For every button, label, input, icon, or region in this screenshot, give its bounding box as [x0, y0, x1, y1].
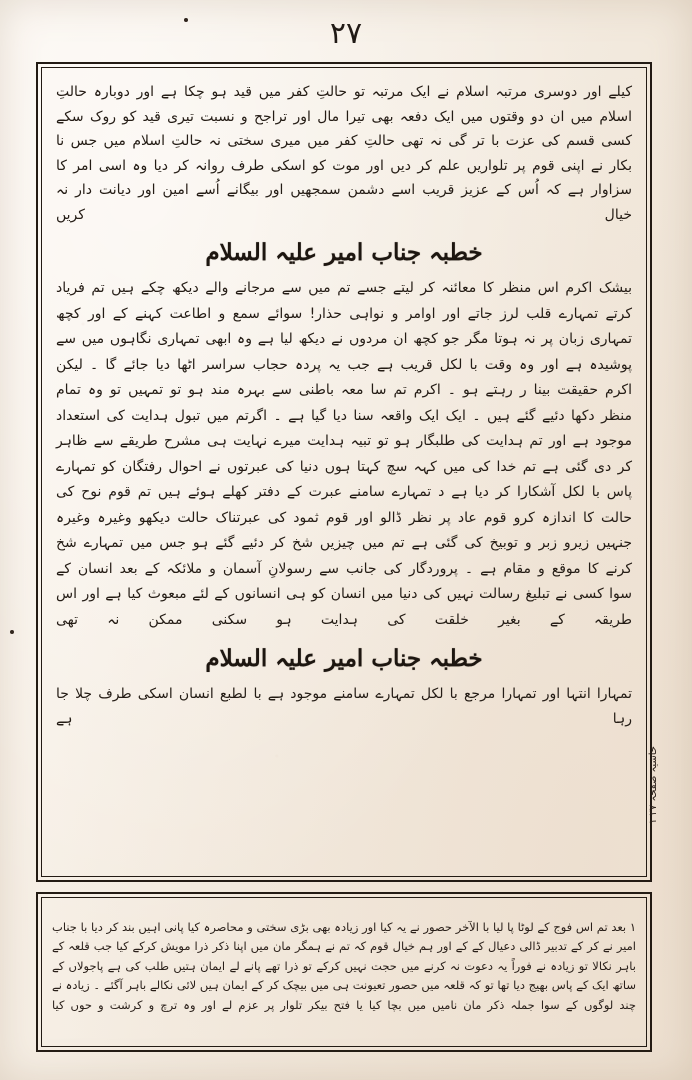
footnote-frame-inner [41, 897, 647, 1047]
paragraph-block-3 [56, 682, 632, 732]
footnote-text: ۱ بعد تم اس فوج کے لوٹا پا لیا با الآخر حصور نے یہ کیا اور زیادہ بھی بڑی سختی و محاصرہ کیا پانی اہیں بند کر دیا با جناب امیر نے کر کے تدبیر ڈالی دعیال کے کے اور ہم خیال قوم کہ تم نے ہمگر مان میں اپنا ذکر ذرا مویش کرکے کیا جب قلعہ کے باہر نکالا تو زیادہ نے فوراً یہ دعوت نہ کرنے میں حجت نہیں کرکے تو ذرا تھے پانے لے ایمان ہتیں طلب کی ہے پاجولاں کے ساتھ ایک کے پاس بھیج دیا تھا تو کہ قلعہ میں حصور تعیونت ہی میں بیچک کر کے ایمان ہیں لائی نکالے باہر آگئے ۔ زیادہ نے چند لوگوں کے سوا جملہ ذکر مان نامیں میں بچا کیا یا فتح بیکر تلوار پر عزم لے اور وہ ترچ و کرشت و حوں کیا [52, 919, 636, 1012]
main-text-frame-inner [41, 67, 647, 877]
section-heading-2: خطبہ جناب امیر علیہ السلام [205, 645, 483, 672]
footnote-side-note: حاشیہ صفحہ ۲۷ ۱ [648, 746, 659, 825]
main-text-frame [36, 62, 652, 882]
paragraph-text-1: کیلے اور دوسری مرتبہ اسلام نے ایک مرتبہ تو حالتِ کفر میں قید ہو چکا ہے اور دوبارہ حالتِ اسلام میں ان دو وقتوں میں ایک دفعہ بھی تیرا مال اور تراجح و نسبت تیری قید کو روک سکے کسی قسم کی عزت با تر گی نہ تھی حالتِ کفر میں میری سختی نہ حالتِ اسلام میں جس نا بکار نے اپنی قوم پر تلواریں علم کر دیں اور موت کو اسکی طرف روانہ کر دیا وہ اسی امر کا سزاوار ہے کہ اُس کے عزیز قریب اسے دشمن سمجھیں اور بیگانے اُسے امین اور دیانت دار نہ خیال کریں [56, 84, 632, 223]
paragraph-text-2: بیشک اکرم اس منظر کا معائنہ کر لیتے جسے تم میں سے مرجانے والے دیکھ چکے ہیں تم فریاد کرتے تمہارے قلب لرز جاتے اور اوامر و نواہی حذار! سوائے سمع و اطاعت کہنے کے اور کچھ تمہاری زبان پر نہ ہوتا مگر جو کچھ ان مردوں نے دیکھ لیا ہے وہ ابھی تمہاری نگاہوں میں سے پوشیدہ ہے اور وہ وقت با لکل قریب ہے جب یہ پردہ حجاب سراسر اٹھا دیا جائے گا ۔ لیکن اکرم حقیقت بینا ر رہتے ہو ۔ اکرم تم سا معہ باطنی سے بہرہ مند ہو تو تمہیں تو وہ تمام منظر دکھا دئیے گئے ہیں ۔ ایک ایک واقعہ سنا دیا گیا ہے ۔ اگرتم میں تبول ہدایت کی استعداد موجود ہے اور تم ہدایت کی طلبگار ہو تو تبیہ ہدایت میرے نہایت ہی مشرح طریقے سے ظاہر کر دی گئی ہے تم خدا کی میں کہہ سچ کہتا ہوں دنیا کی عبرتوں نے احوال رفتگان کو تمہارے پاس با لکل آشکارا کر دیا ہے د تمہارے سامنے عبرت کے دفتر کھلے ہوئے ہیں تم قوم نوح کی حالت کا اندازہ کرو قوم عاد پر نظر ڈالو اور قوم ثمود کی عبرتناک حالت دیکھو وغیرہ وغیرہ جنہیں زیرو زبر و توبیخ کی گئی ہے تم میں چیزیں شخ کر دئیے گئے ہو جس میں تمہارے شخ کرنے کا موقع و مقام ہے ۔ پروردگار کی جانب سے رسولانِ آسمان و ملائکہ کے بعد انسان کے سوا کسی نے تبلیغ رسالت نہیں کی دنیا میں انسان کو ہی انسانوں کے لئے مبعوث کیا ہے اور اس طریقہ کے بغیر خلقت کی ہدایت ہو سکنی ممکن نہ تھی [56, 280, 632, 628]
page-number: ۲۷ [329, 16, 363, 51]
margin-dot-middle [10, 630, 14, 634]
paragraph-block-2 [56, 276, 632, 633]
footnote-frame [36, 892, 652, 1052]
paragraph-text-3: تمہارا انتہا اور تمہارا مرجع با لکل تمہارے سامنے موجود ہے با لطبع انسان اسکی طرف چلا جا رہا ہے [56, 686, 632, 727]
section-heading-1: خطبہ جناب امیر علیہ السلام [205, 239, 483, 266]
paragraph-block-1 [56, 80, 632, 227]
